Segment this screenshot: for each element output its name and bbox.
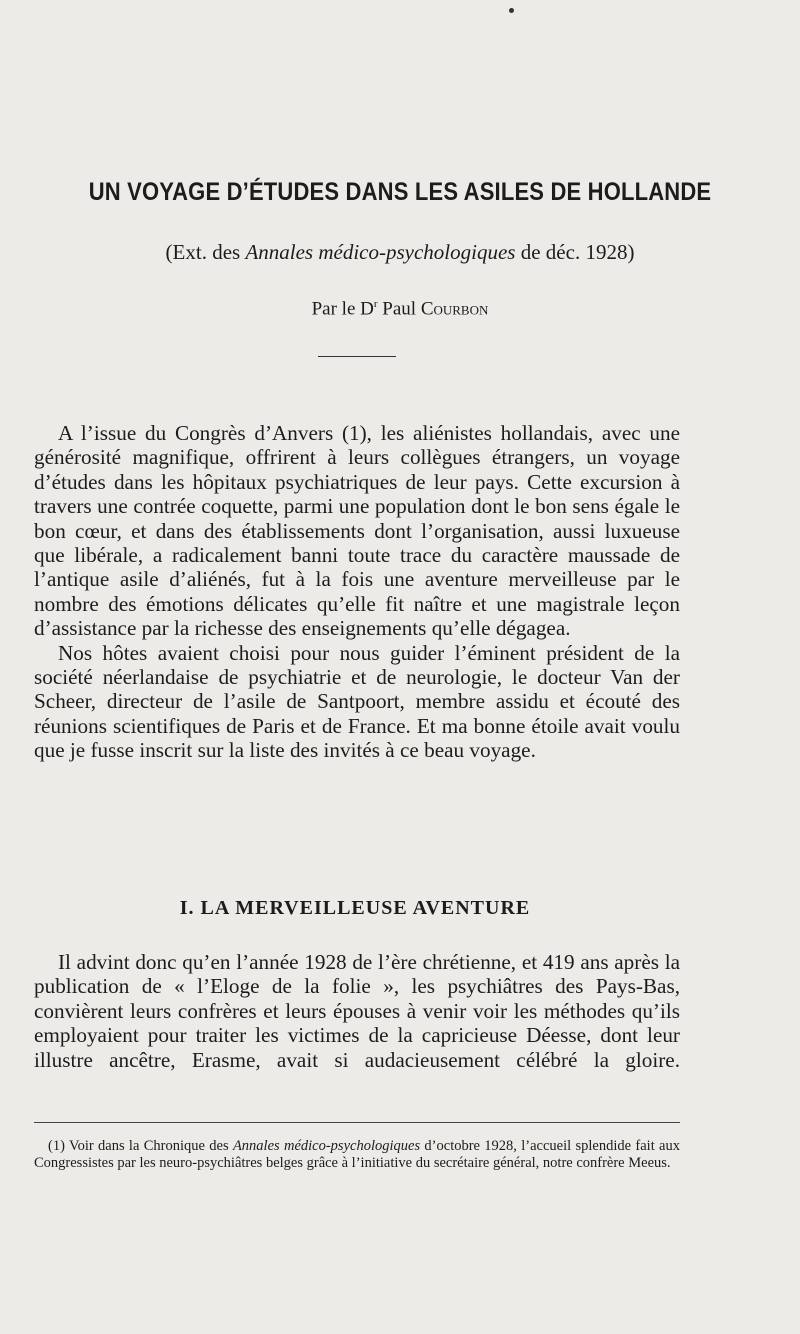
section-paragraph: Il advint donc qu’en l’année 1928 de l’ère chrétienne, et 419 ans après la publication de « l’Eloge de la folie », les psychiâtres des Pays-Bas, convièrent leurs confrères et leurs épouses à venir voir les méthodes qu’ils employaient pour traiter les victimes de la capricieuse Déesse, dont leur illustre ancêtre, Erasme, avait si audacieusement célébré la gloire. (34, 950, 680, 1072)
subtitle-suffix: de déc. 1928) (515, 240, 635, 264)
title-divider (318, 356, 396, 357)
article-subtitle (0, 240, 800, 265)
section-text (34, 950, 680, 1072)
author-sup: r (373, 298, 378, 310)
footnote-rule (34, 1122, 680, 1123)
ink-dot (509, 8, 514, 13)
footnote-prefix: (1) Voir dans la Chronique des (48, 1138, 233, 1154)
footnote-journal: Annales médico-psychologiques (232, 1138, 421, 1154)
article-title: UN VOYAGE D’ÉTUDES DANS LES ASILES DE HOLLANDE (88, 178, 712, 206)
author-line (0, 298, 800, 320)
author-prefix: Par le D (311, 298, 374, 320)
author-name: Paul (377, 298, 421, 320)
section-heading: I. LA MERVEILLEUSE AVENTURE (179, 897, 531, 919)
subtitle-journal: Annales médico-psychologiques (245, 240, 516, 264)
author-surname: Courbon (420, 298, 489, 320)
intro-text (34, 421, 680, 763)
footnote (34, 1138, 680, 1171)
subtitle-prefix: (Ext. des (165, 240, 246, 264)
footnote-text (34, 1138, 680, 1171)
footnote-suffix: d’octobre 1928, l’accueil splendide fait aux Congressistes par les neuro-psychiâtres belges grâce à l’initiative du secrétaire général, notre confrère Meeus. (34, 1138, 680, 1171)
paragraph-1: A l’issue du Congrès d’Anvers (1), les aliénistes hollandais, avec une générosité magnifique, offrirent à leurs collègues étrangers, un voyage d’études dans les hôpitaux psychiatriques de leur pays. Cette excursion à travers une contrée coquette, parmi une population dont le bon sens égale le bon cœur, et dans des établissements dont l’organisation, aussi luxueuse que libérale, a radicalement banni toute trace du caractère maussade de l’antique asile d’aliénés, fut à la fois une aventure merveilleuse par le nombre des émotions délicates qu’elle fit naître et une magistrale leçon d’assistance par la richesse des enseignements qu’elle dégagea. (34, 421, 680, 641)
paragraph-2: Nos hôtes avaient choisi pour nous guider l’éminent président de la société néerlandaise de psychiatrie et de neurologie, le docteur Van der Scheer, directeur de l’asile de Santpoort, membre assidu et écouté des réunions scientifiques de Paris et de France. Et ma bonne étoile avait voulu que je fusse inscrit sur la liste des invités à ce beau voyage. (34, 640, 680, 763)
